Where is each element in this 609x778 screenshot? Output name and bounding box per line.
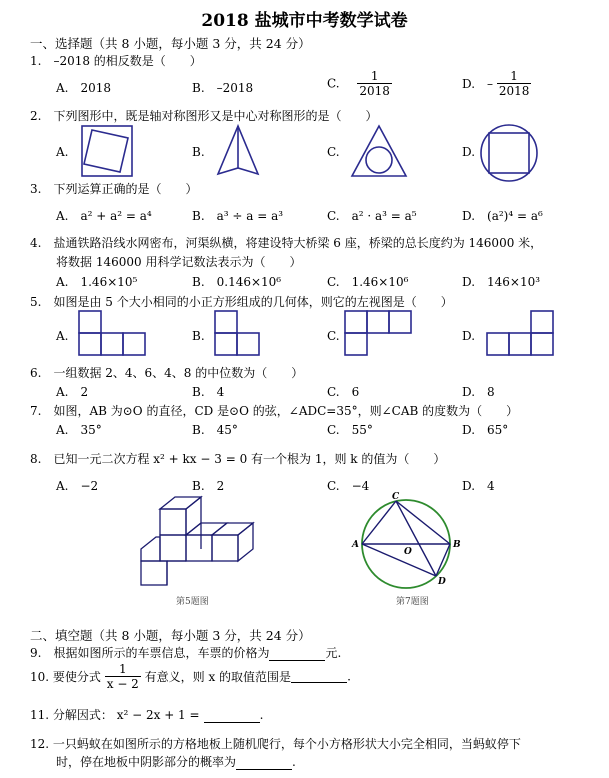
question-3-stem: 3. 下列运算正确的是（ ） [30,182,198,196]
fig7-label-a: A [352,540,359,550]
question-9 [30,644,341,661]
q5-option-c-label: C. [327,329,340,343]
q5-figure-b [214,310,264,356]
question-1-stem: 1. –2018 的相反数是（ ） [30,54,202,68]
question-4-stem-line1: 4. 盐通铁路沿线水网密布，河渠纵横，将建设特大桥梁 6 座，桥梁的总长度约为 146000 米， [30,236,543,250]
q5-figure-a [78,310,148,356]
q1-d-numerator: 1 [497,69,532,84]
q10-denominator: x − 2 [106,677,139,691]
q1-option-d-fraction [497,69,532,98]
question-12-line2 [56,753,296,770]
q6-option-c: C. 6 [327,385,360,399]
section-heading-choice: 一、选择题（共 8 小题，每小题 3 分，共 24 分） [30,36,311,51]
q3-option-c: C. a² · a³ = a⁵ [327,209,417,223]
q8-option-c: C. −4 [327,479,370,493]
q10-fraction [105,662,141,691]
q11-answer-blank[interactable] [204,710,260,723]
q2d-square [489,133,529,173]
page-title: 2018 盐城市中考数学试卷 [201,11,408,31]
question-12-line1: 12. 一只蚂蚁在如图所示的方格地板上随机爬行，每个小方格形状大小完全相同，当蚂蚁停下 [30,737,521,751]
q1-d-denominator: 2018 [498,84,530,98]
fig5-cube-top [160,497,201,535]
q4-option-d: D. 146×10³ [462,275,541,289]
q6-option-a: A. 2 [56,385,89,399]
q4-option-c: C. 1.46×10⁶ [327,275,409,289]
question-6-stem: 6. 一组数据 2、4、6、4、8 的中位数为（ ） [30,366,304,380]
q1-option-c-fraction [357,69,392,98]
fig7-chord-cb [396,501,450,544]
q10-answer-blank[interactable] [291,670,347,683]
q5-option-d-label: D. [462,329,476,343]
q4-option-b: B. 0.146×10⁶ [192,275,282,289]
q1-c-denominator: 2018 [359,84,390,98]
q3-option-b: B. a³ ÷ a = a³ [192,209,284,223]
q8-option-d: D. 4 [462,479,495,493]
q12-answer-blank[interactable] [236,757,292,770]
q1-option-a: A. 2018 [56,81,112,95]
fig5-cube-bottom-left [141,537,186,585]
fig7-chord-cd [396,501,436,576]
figure-5-caption: 第5题图 [176,597,209,607]
figure-5-cubes [140,494,270,586]
q5-option-b-label: B. [192,329,205,343]
figure-7-circle [352,492,466,587]
fig5-cube-row-right [186,523,253,561]
q10-numerator: 1 [105,662,141,677]
q5-figure-c [344,310,414,356]
q2c-triangle [352,126,406,176]
figure-7-caption: 第7题图 [396,597,429,607]
q7-option-a: A. 35° [56,423,102,437]
q9-answer-blank[interactable] [269,648,325,661]
q2-option-a-label: A. [56,145,69,159]
q1-option-c-label: C. [327,76,340,91]
question-11 [30,706,263,723]
q2-figure-c [350,124,410,180]
question-8-stem: 8. 已知一元二次方程 x² + kx − 3 = 0 有一个根为 1，则 k 的值为（ ） [30,452,446,466]
fig7-label-d: D [438,577,446,587]
q7-option-b: B. 45° [192,423,238,437]
q10-text-mid: 有意义，则 x 的取值范围是 [144,670,292,684]
q9-text-end: 元. [325,646,342,660]
q2c-circle [366,147,392,173]
q3-option-a: A. a² + a² = a⁴ [56,209,152,223]
q2-figure-a [80,124,136,180]
q1-option-d-label: D. – [462,77,494,91]
q11-text: 11. 分解因式： x² − 2x + 1 = [30,708,200,722]
q2-option-c-label: C. [327,145,340,159]
q2a-inner-square [84,130,128,172]
q4-option-a: A. 1.46×10⁵ [56,275,138,289]
q6-option-d: D. 8 [462,385,495,399]
q11-text-end: . [259,708,264,722]
q1-option-b: B. –2018 [192,81,254,95]
fig7-label-c: C [392,492,400,502]
question-4-stem-line2: 将数据 146000 用科学记数法表示为（ ） [56,255,302,269]
q7-option-d: D. 65° [462,423,509,437]
question-2-stem: 2. 下列图形中，既是轴对称图形又是中心对称图形的是（ ） [30,109,378,123]
q9-text: 9. 根据如图所示的车票信息，车票的价格为 [30,646,270,660]
q2-option-d-label: D. [462,145,476,159]
q8-option-b: B. 2 [192,479,225,493]
q2-figure-b [216,124,266,180]
q10-text-end: . [347,669,351,684]
q3-option-d: D. (a²)⁴ = a⁶ [462,209,543,223]
q2-option-b-label: B. [192,145,205,159]
q5-figure-d [486,310,556,356]
q1-c-numerator: 1 [357,69,392,84]
q1-option-c [327,69,392,98]
q10-text: 10. 要使分式 [30,670,101,684]
q6-option-b: B. 4 [192,385,225,399]
fig7-label-o: O [404,547,412,557]
q1-option-d [462,69,531,98]
q7-option-c: C. 55° [327,423,373,437]
q5-option-a-label: A. [56,329,69,343]
q8-option-a: A. −2 [56,479,99,493]
fig7-label-b: B [453,540,461,550]
question-10 [30,662,351,691]
question-7-stem: 7. 如图，AB 为⊙O 的直径，CD 是⊙O 的弦，∠ADC=35°，则∠CAB 的度数为（ ） [30,404,519,418]
q12-text: 时，停在地板中阴影部分的概率为 [56,755,237,769]
fig7-chord-ad [362,544,436,576]
section-heading-fill: 二、填空题（共 8 小题，每小题 3 分，共 24 分） [30,628,311,643]
q2-figure-d [480,124,540,184]
question-5-stem: 5. 如图是由 5 个大小相同的小正方形组成的几何体，则它的左视图是（ ） [30,295,453,309]
q12-text-end: . [292,755,296,769]
